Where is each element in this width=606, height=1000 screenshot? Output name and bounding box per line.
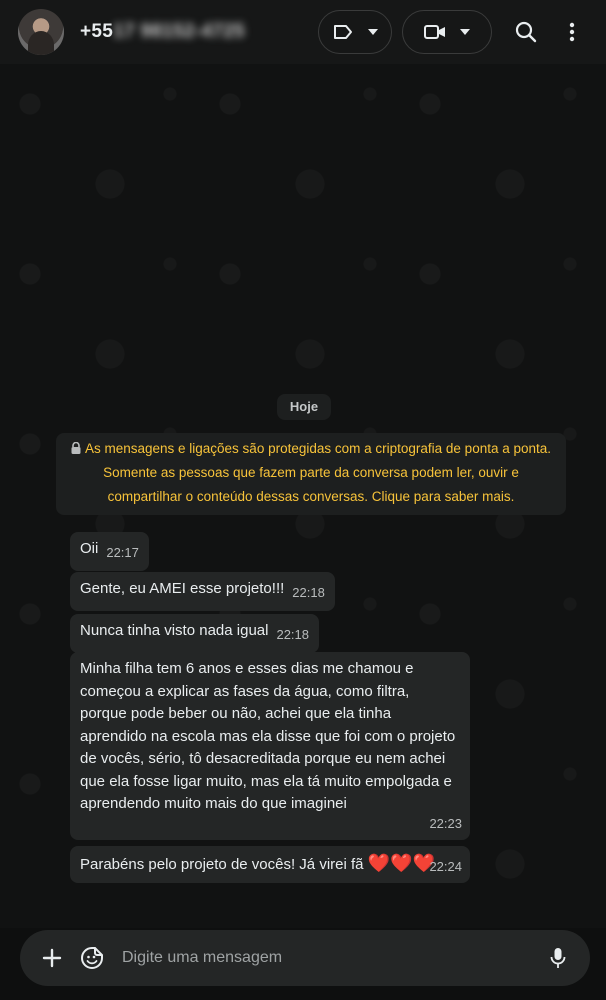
message-bubble[interactable]: [70, 652, 470, 840]
contact-name[interactable]: [80, 21, 308, 43]
message-text: Gente, eu AMEI esse projeto!!!: [80, 580, 285, 597]
message-text: Nunca tinha visto nada igual: [80, 622, 269, 639]
message-time: 22:17: [106, 545, 139, 560]
encryption-notice[interactable]: [56, 433, 566, 515]
message-bubble[interactable]: [70, 572, 335, 611]
menu-button[interactable]: [552, 12, 592, 52]
label-icon: [332, 23, 354, 41]
message-time: 22:18: [292, 585, 325, 600]
message-time: 22:23: [429, 816, 462, 831]
chevron-down-icon: [460, 29, 470, 35]
sticker-button[interactable]: [72, 938, 112, 978]
message-composer: [20, 930, 590, 986]
heart-emoji: ❤️❤️❤️: [367, 853, 435, 873]
message-input[interactable]: [122, 938, 538, 978]
message-text: Oii: [80, 540, 99, 557]
more-vertical-icon: [569, 22, 575, 42]
video-call-button[interactable]: [402, 10, 492, 54]
plus-icon: [42, 948, 62, 968]
message-text: Parabéns pelo projeto de vocês! Já virei fã: [80, 856, 364, 873]
message-area[interactable]: [0, 64, 606, 928]
message-time: 22:18: [276, 627, 310, 642]
attach-button[interactable]: [32, 938, 72, 978]
contact-name-visible: +55: [80, 21, 114, 42]
search-button[interactable]: [506, 12, 546, 52]
chevron-down-icon: [368, 29, 378, 35]
message-bubble[interactable]: [70, 614, 319, 653]
microphone-icon: [550, 947, 566, 969]
labels-button[interactable]: [318, 10, 392, 54]
contact-avatar[interactable]: [18, 9, 64, 55]
encryption-notice-text: As mensagens e ligações são protegidas com a criptografia de ponta a ponta. Somente as pessoas que fazem parte da conversa podem ler, ouvir e compartilhar o conteúdo dessas conversas. Clique para saber mais.: [84, 441, 552, 504]
contact-name-blurred: 17 98152-4725: [113, 21, 245, 42]
date-divider: Hoje: [277, 394, 331, 420]
lock-icon: [71, 442, 81, 454]
chat-header: [0, 0, 606, 64]
message-bubble[interactable]: [70, 532, 149, 571]
voice-message-button[interactable]: [538, 938, 578, 978]
message-bubble[interactable]: [70, 846, 470, 883]
sticker-icon: [80, 946, 104, 970]
video-camera-icon: [424, 24, 446, 40]
message-text: Minha filha tem 6 anos e esses dias me chamou e começou a explicar as fases da água, como filtra, porque pode beber ou não, achei que ela tinha aprendido na escola mas ela disse que foi com o projeto de vocês, sério, tô desacreditada porque eu nem achei que ela fosse ligar muito, mas ela tá muito empolgada e aprendendo muito mais do que imaginei: [80, 660, 456, 812]
search-icon: [515, 21, 537, 43]
message-time: 22:24: [429, 859, 462, 874]
